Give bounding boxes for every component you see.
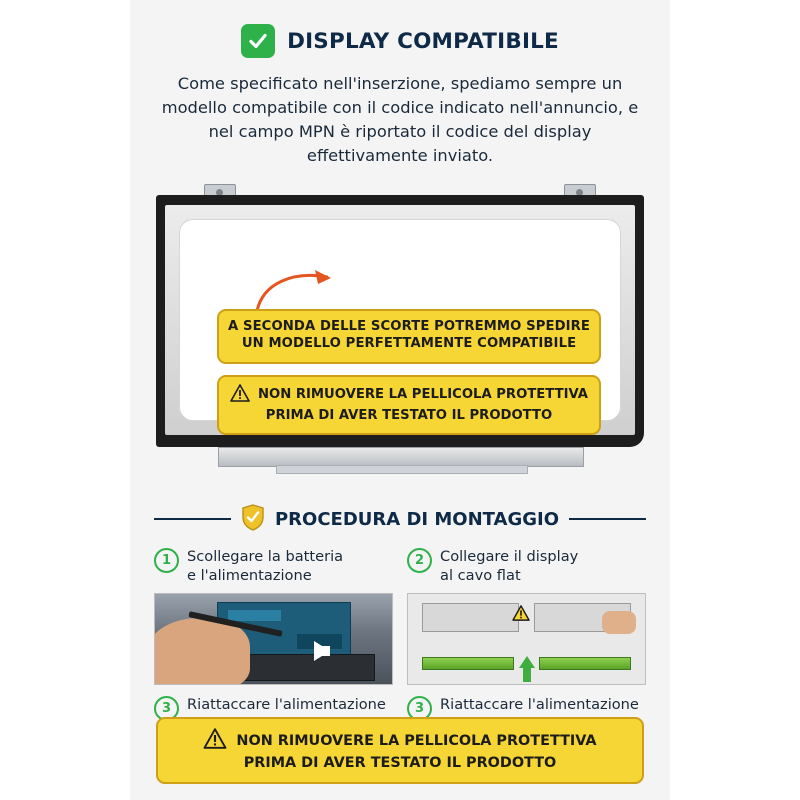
bottom-warning-banner xyxy=(156,717,644,784)
page-title: DISPLAY COMPATIBILE xyxy=(287,28,559,54)
panel-bottom-strip-secondary xyxy=(276,465,528,474)
warning-triangle-icon xyxy=(512,605,530,625)
procedure-title: PROCEDURA DI MONTAGGIO xyxy=(274,508,560,530)
flat-cable-graphic-1 xyxy=(422,657,514,670)
step-2-number: 2 xyxy=(407,548,432,573)
step-3-left-line-1: Riattaccare l'alimentazione xyxy=(187,696,386,714)
connector-graphic-1 xyxy=(422,603,519,632)
film-warning-line-1: NON RIMUOVERE LA PELLICOLA PROTETTIVA xyxy=(257,387,589,403)
warning-triangle-icon xyxy=(203,728,227,755)
shield-icon xyxy=(241,504,265,535)
bottom-warning-line-2: PRIMA DI AVER TESTATO IL PRODOTTO xyxy=(243,755,557,772)
step-1 xyxy=(154,547,393,686)
panel-bottom-strip xyxy=(218,447,584,467)
divider-left xyxy=(154,518,231,520)
panel-frame xyxy=(156,195,644,447)
flat-cable-graphic-2 xyxy=(539,657,631,670)
step-2-line-2: al cavo flat xyxy=(440,567,521,585)
header xyxy=(130,0,670,58)
step-2-line-1: Collegare il display xyxy=(440,547,579,565)
step-1-line-2: e l'alimentazione xyxy=(187,567,312,585)
warning-triangle-icon xyxy=(230,384,250,408)
compatibility-callout-line-2: UN MODELLO PERFETTAMENTE COMPATIBILE xyxy=(241,335,577,351)
step-2 xyxy=(407,547,646,686)
green-arrow-icon xyxy=(519,656,535,668)
film-warning-callout xyxy=(217,375,601,435)
step-1-line-1: Scollegare la batteria xyxy=(187,547,344,565)
step-3-right-number: 3 xyxy=(407,696,432,721)
procedure-steps-row-1 xyxy=(154,547,646,686)
battery-disconnect-photo xyxy=(154,593,393,685)
divider-right xyxy=(569,518,646,520)
step-3-left-number: 3 xyxy=(154,696,179,721)
document-sheet xyxy=(130,0,670,800)
step-1-number: 1 xyxy=(154,548,179,573)
finger-graphic xyxy=(602,611,635,634)
compatibility-callout xyxy=(217,309,601,364)
panel-screen xyxy=(165,205,635,435)
film-warning-line-2: PRIMA DI AVER TESTATO IL PRODOTTO xyxy=(265,407,553,423)
compatibility-callout-line-1: A SECONDA DELLE SCORTE POTREMMO SPEDIRE xyxy=(227,318,591,334)
document-content xyxy=(130,0,670,734)
flat-cable-connect-photo xyxy=(407,593,646,685)
curved-arrow-icon xyxy=(253,267,339,313)
intro-paragraph: Come specificato nell'inserzione, spediamo sempre un modello compatibile con il codice indicato nell'annuncio, e nel campo MPN è riportato il codice del display effettivamente inviato. xyxy=(161,74,639,165)
display-panel-illustration xyxy=(156,184,644,484)
check-badge-icon xyxy=(241,24,275,58)
procedure-section-header xyxy=(154,504,646,535)
bottom-warning-line-1: NON RIMUOVERE LA PELLICOLA PROTETTIVA xyxy=(236,732,597,749)
white-arrow-icon xyxy=(314,641,330,661)
step-3-right-line-1: Riattaccare l'alimentazione xyxy=(440,696,639,714)
hand-graphic xyxy=(154,618,250,686)
